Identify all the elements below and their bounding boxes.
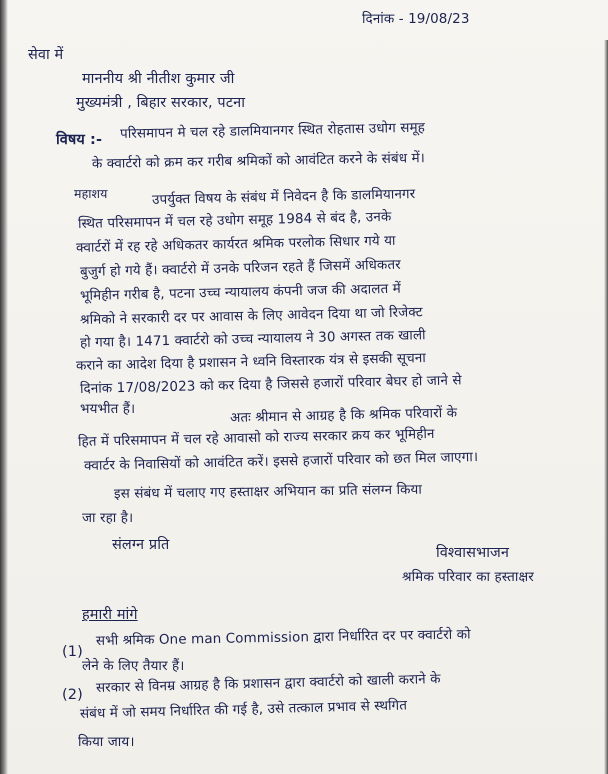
greeting: महाशय (74, 186, 108, 201)
body-line: उपर्युक्त विषय के संबंध में निवेदन है कि डालमियानगर (151, 186, 416, 208)
recipient-name: माननीय श्री नीतीश कुमार जी (82, 71, 235, 87)
body-line: श्रमिको ने सरकारी दर पर आवास के लिए आवेदन दिया था जो रिजेक्ट (79, 304, 423, 328)
body-line: क्वार्टरों में रह रहे अधिकतर कार्यरत श्रमिक परलोक सिधार गये या (75, 232, 396, 256)
body-line: भयभीत हैं। (80, 401, 136, 417)
demand-number: (2) (62, 687, 83, 703)
request-line: क्वार्टर के निवासियों को आवंटित करें। इससे हजारों परिवार को छत मिल जाएगा। (83, 449, 479, 474)
body-line: स्थित परिसमापन में चल रहे उधोग समूह 1984 से बंद है, उनके (77, 208, 392, 232)
body-line: भूमिहीन गरीब है, पटना उच्च न्यायालय कंपनी जज की अदालत में (79, 280, 402, 304)
subject-line-1: परिसमापन मे चल रहे डालमियानगर स्थित रोहतास उधोग समूह (119, 119, 426, 142)
page-edge-shadow (0, 0, 8, 774)
demand-line: किया जाय। (78, 734, 135, 750)
enclosure-note: संलग्न प्रति (112, 537, 170, 553)
demand-line: संबंध में जो समय निर्धारित की गई है, उसे तत्काल प्रभाव से स्थगित (79, 697, 408, 722)
signoff-title: विश्वासभाजन (436, 545, 510, 561)
attachment-note-line: इस संबंध में चलाए गए हस्ताक्षर अभियान का प्रति संलग्न किया (113, 481, 423, 502)
demands-heading: हमारी मांगे (82, 607, 138, 623)
page-edge-shadow-right (604, 40, 608, 774)
signoff-signature: श्रमिक परिवार का हस्ताक्षर (402, 569, 534, 585)
subject-line-2: के क्वार्टरो को क्रम कर गरीब श्रमिकों को आवंटित करने के संबंध में। (91, 150, 426, 172)
body-line: हो गया है। 1471 क्वार्टरो को उच्च न्यायालय ने 30 अगस्त तक खाली (79, 327, 426, 351)
demand-line: सरकार से विनम्र आग्रह है कि प्रशासन द्वारा क्वार्टरो को खाली कराने के (95, 670, 441, 696)
demand-line: लेने के लिए तैयार हैं। (82, 658, 185, 674)
letter-date: दिनांक - 19/08/23 (362, 11, 470, 27)
body-line: कराने का आदेश दिया है प्रशासन ने ध्वनि विस्तारक यंत्र से इसकी सूचना (75, 350, 427, 374)
salutation: सेवा में (28, 47, 64, 63)
demand-line: सभी श्रमिक One man Commission द्वारा निर्धारित दर पर क्वार्टरो को (95, 626, 471, 649)
body-line: बुजुर्ग हो गये हैं। क्वार्टरो में उनके परिजन रहते हैं जिसमें अधिकतर (79, 256, 401, 280)
request-line: अतः श्रीमान से आग्रह है कि श्रमिक परिवारों के (229, 404, 458, 426)
request-line: हित में परिसमापन में चल रहे आवासो को राज्य सरकार क्रय कर भूमिहीन (77, 425, 435, 450)
recipient-address: मुख्यमंत्री , बिहार सरकार, पटना (76, 95, 246, 111)
subject-label: विषय :- (56, 132, 103, 148)
attachment-note-line: जा रहा है। (82, 510, 134, 526)
demand-number: (1) (62, 644, 83, 660)
body-line: दिनांक 17/08/2023 को कर दिया है जिससे हजारों परिवार बेघर हो जाने से (79, 372, 462, 397)
